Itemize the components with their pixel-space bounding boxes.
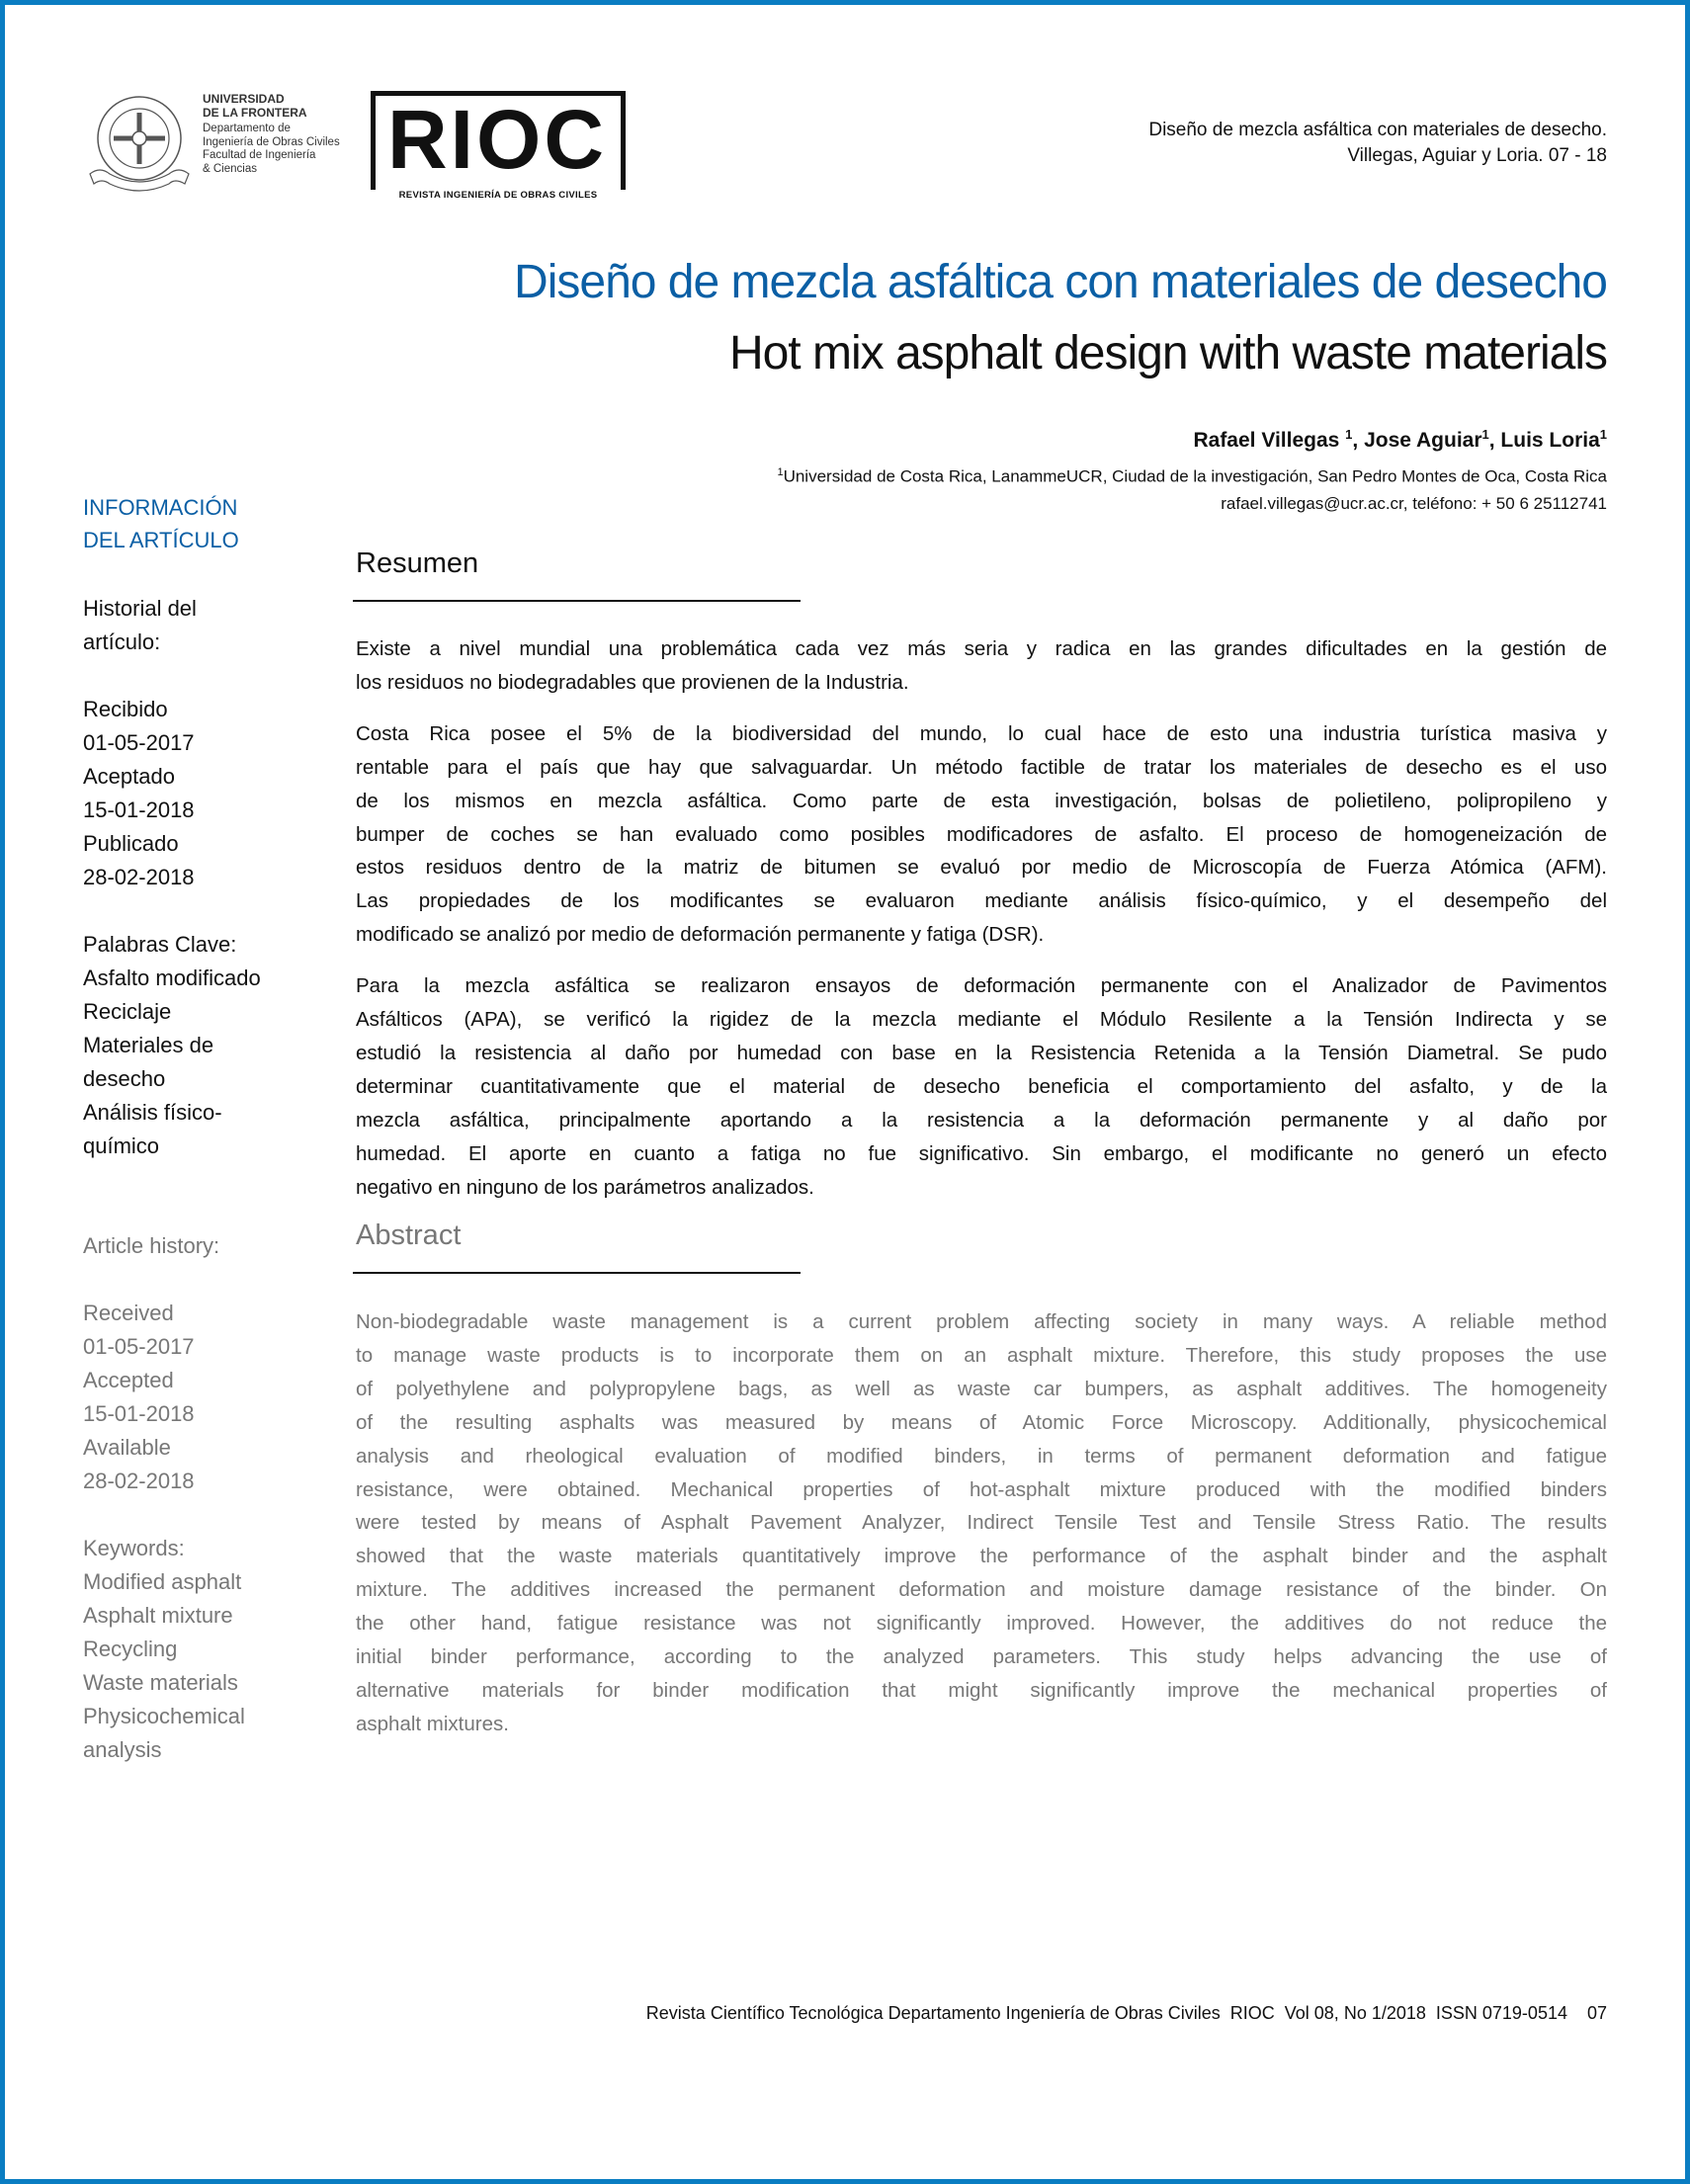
abstract-divider [353,1272,801,1274]
university-seal-logo [84,87,195,198]
page-footer: Revista Científico Tecnológica Departamento Ingeniería de Obras Civiles RIOC Vol 08, No 1/2018 ISSN 0719-0514 07 [645,2003,1607,2023]
history-label: Historial del [83,596,197,621]
text-line: were tested by means of Asphalt Pavement Analyzer, Indirect Tensile Test and Tensile Stress Ratio. The results [356,1511,1607,1535]
history-item: 15-01-2018 [83,1401,195,1426]
university-line2: DE LA FRONTERA [203,105,307,120]
text-line: mezcla asfáltica, principalmente aportando a la resistencia a la deformación permanente y al daño por [356,1108,1607,1132]
text-line: Las propiedades de los modificantes se evaluaron mediante análisis físico-químico, y el desempeño del [356,889,1607,913]
history-label: artículo: [83,630,161,654]
text-line: asphalt mixtures. [356,1712,509,1735]
keyword: Physicochemical [83,1704,245,1728]
text-line: los residuos no biodegradables que provienen de la Industria. [356,670,909,694]
text-line: initial binder performance, according to the analyzed parameters. This study helps advancing the use of [356,1645,1607,1669]
running-header [1148,118,1607,169]
author-name: , Luis Loria [1488,429,1600,452]
text-line: showed that the waste materials quantitatively improve the performance of the asphalt binder and the asphalt [356,1545,1607,1568]
keyword: analysis [83,1737,162,1762]
text-line: Existe a nivel mundial una problemática cada vez más seria y radica en las grandes dificultades en la gestión de [356,637,1607,660]
keyword: Reciclaje [83,999,172,1024]
title-spanish: Diseño de mezcla asfáltica con materiales de desecho [514,256,1607,308]
text-line: the other hand, fatigue resistance was not significantly improved. However, the additives do not reduce the [356,1612,1607,1636]
keywords-label: Keywords: [83,1536,185,1560]
article-info-heading: DEL ARTÍCULO [83,528,239,552]
author-affiliation-mark: 1 [1345,427,1353,442]
keyword: Asphalt mixture [83,1603,233,1628]
affiliation-text: Universidad de Costa Rica, LanammeUCR, Ciudad de la investigación, San Pedro Montes de Oca, Costa Rica [783,466,1607,486]
text-line: de los mismos en mezcla asfáltica. Como parte de esta investigación, bolsas de polietileno, polipropileno y [356,789,1607,812]
text-line: humedad. El aporte en cuanto a fatiga no fue significativo. Sin embargo, el modificante no generó un efecto [356,1141,1607,1165]
keyword: químico [83,1134,160,1158]
department-line2: Ingeniería de Obras Civiles [203,135,340,148]
text-line: alternative materials for binder modification that might significantly improve the mechanical properties of [356,1678,1607,1702]
text-line: of polyethylene and polypropylene bags, as well as waste car bumpers, as asphalt additives. The homogeneity [356,1377,1607,1400]
history-item: Recibido [83,697,168,721]
paragraph [356,969,1607,1204]
text-line: determinar cuantitativamente que el material de desecho beneficia el comportamiento del asfalto, y de la [356,1074,1607,1098]
keyword: Materiales de [83,1033,214,1057]
history-item: Available [83,1435,171,1460]
rioc-logo-text: RIOC [387,93,607,186]
faculty-line2: & Ciencias [203,162,257,175]
history-item: 01-05-2017 [83,730,195,755]
title-english: Hot mix asphalt design with waste materials [728,327,1607,379]
text-line: analysis and rheological evaluation of modified binders, in terms of permanent deformation and fatigue [356,1444,1607,1468]
text-line: to manage waste products is to incorporate them on an asphalt mixture. Therefore, this study proposes the use [356,1343,1607,1367]
rioc-journal-logo [371,91,626,201]
keyword: Recycling [83,1637,178,1661]
department-line1: Departamento de [203,123,291,134]
keyword: Waste materials [83,1670,238,1695]
resumen-heading: Resumen [356,547,479,579]
text-line: negativo en ninguno de los parámetros analizados. [356,1175,814,1199]
text-line: resistance, were obtained. Mechanical properties of hot-asphalt mixture produced with the modified binders [356,1477,1607,1501]
article-info-sidebar-es [83,491,291,1163]
text-line: Non-biodegradable waste management is a current problem affecting society in many ways. A reliable method [356,1310,1607,1333]
abstract-heading: Abstract [356,1219,462,1251]
keyword: Asfalto modificado [83,966,261,990]
faculty-line1: Facultad de Ingeniería [203,149,316,161]
history-item: Publicado [83,831,179,856]
keyword: Análisis físico- [83,1100,222,1125]
resumen-divider [353,600,801,602]
author-affiliation-mark: 1 [1599,427,1607,442]
university-name [203,93,340,176]
history-item: Received [83,1301,174,1325]
text-line: bumper de coches se han evaluado como posibles modificadores de asfalto. El proceso de homogeneización de [356,822,1607,846]
history-item: 01-05-2017 [83,1334,195,1359]
text-line: of the resulting asphalts was measured by means of Atomic Force Microscopy. Additionally, physicochemical [356,1410,1607,1434]
history-item: 28-02-2018 [83,1469,195,1493]
text-line: Asfálticos (APA), se verificó la rigidez de la mezcla mediante el Módulo Resilente a la Tensión Indirecta y se [356,1008,1607,1032]
author-name: Rafael Villegas [1193,429,1346,452]
text-line: mixture. The additives increased the permanent deformation and moisture damage resistance of the binder. On [356,1578,1607,1602]
affiliation [777,460,1607,517]
history-label: Article history: [83,1233,220,1258]
history-item: Aceptado [83,764,175,789]
author-name: , Jose Aguiar [1352,429,1482,452]
author-affiliation-mark: 1 [1481,427,1489,442]
author-list [1193,427,1607,453]
text-line: Costa Rica posee el 5% de la biodiversidad del mundo, lo cual hace de esto una industria turística masiva y [356,721,1607,745]
text-line: Para la mezcla asfáltica se realizaron ensayos de deformación permanente con el Analizador de Pavimentos [356,974,1607,998]
university-line1: UNIVERSIDAD [203,92,285,106]
resumen-body [356,632,1607,1222]
paragraph [356,632,1607,700]
running-title: Diseño de mezcla asfáltica con materiales de desecho. [1148,120,1607,140]
text-line: estos residuos dentro de la matriz de bitumen se evaluó por medio de Microscopía de Fuerza Atómica (AFM). [356,856,1607,880]
running-authors: Villegas, Aguiar y Loria. 07 - 18 [1347,145,1607,166]
text-line: modificado se analizó por medio de deformación permanente y fatiga (DSR). [356,923,1045,947]
text-line: rentable para el país que hay que salvaguardar. Un método factible de tratar los materiales de desecho es el uso [356,755,1607,779]
keywords-label: Palabras Clave: [83,932,237,957]
paragraph [356,717,1607,952]
article-info-sidebar-en [83,1229,291,1767]
history-item: Accepted [83,1368,174,1392]
rioc-logo-subtitle: REVISTA INGENIERÍA DE OBRAS CIVILES [371,190,626,201]
abstract-body [356,1305,1607,1759]
history-item: 28-02-2018 [83,865,195,889]
keyword: desecho [83,1066,166,1091]
history-item: 15-01-2018 [83,798,195,822]
article-info-heading: INFORMACIÓN [83,495,238,520]
keyword: Modified asphalt [83,1569,242,1594]
affiliation-mark: 1 [777,466,784,478]
text-line: estudió la resistencia al daño por humedad con base en la Resistencia Retenida a la Tensión Diametral. Se pudo [356,1041,1607,1064]
contact-info: rafael.villegas@ucr.ac.cr, teléfono: + 50 6 25112741 [1221,493,1607,513]
paragraph [356,1305,1607,1741]
